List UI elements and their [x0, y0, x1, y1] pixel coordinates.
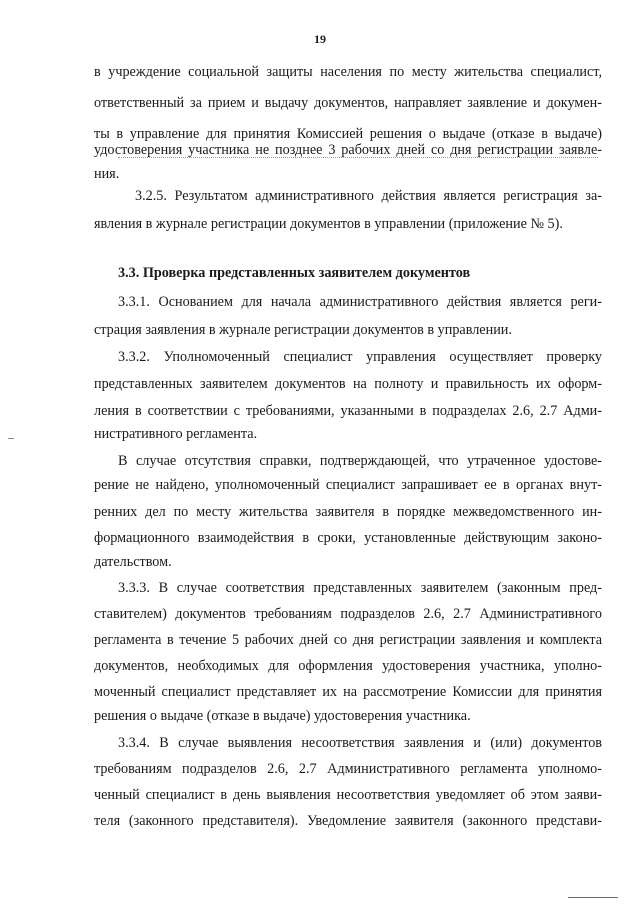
text-line: регламента в течение 5 рабочих дней со дня регистрации заявления и комплекта [94, 632, 602, 648]
text-line: 3.3.3. В случае соответствия представленных заявителем (законным пред- [118, 580, 602, 596]
text-line: удостоверения участника не позднее 3 рабочих дней со дня регистрации заявле- [94, 142, 602, 158]
text-line: нистративного регламента. [94, 426, 258, 442]
text-line: представленных заявителем документов на полноту и правильность их оформ- [94, 376, 602, 392]
text-line: ответственный за прием и выдачу документов, направляет заявление и докумен- [94, 95, 602, 111]
text-line: ты в управление для принятия Комиссией решения о выдаче (отказе в выдаче) [94, 126, 602, 142]
text-line: рение не найдено, уполномоченный специалист запрашивает ее в органах внут- [94, 477, 602, 493]
corner-mark [568, 897, 618, 898]
text-line: дательством. [94, 554, 172, 570]
text-line: в учреждение социальной защиты населения по месту жительства специалист, [94, 64, 602, 80]
text-line: решения о выдаче (отказе в выдаче) удостоверения участника. [94, 708, 471, 724]
text-line: моченный специалист представляет их на рассмотрение Комиссии для принятия [94, 684, 602, 700]
text-line: 3.3.4. В случае выявления несоответствия заявления и (или) документов [118, 735, 602, 751]
text-line: явления в журнале регистрации документов в управлении (приложение № 5). [94, 216, 563, 232]
text-line: 3.3.2. Уполномоченный специалист управления осуществляет проверку [118, 349, 602, 365]
text-line: ренних дел по месту жительства заявителя в порядке межведомственного ин- [94, 504, 602, 520]
text-line: требованиям подразделов 2.6, 2.7 Административного регламента уполномо- [94, 761, 602, 777]
text-line: ления в соответствии с требованиями, указанными в подразделах 2.6, 2.7 Адми- [94, 403, 602, 419]
text-line: ния. [94, 166, 120, 182]
text-line: В случае отсутствия справки, подтверждающей, что утраченное удостове- [118, 453, 602, 469]
text-line: 3.2.5. Результатом административного действия является регистрация за- [135, 188, 602, 204]
page-number: 19 [314, 32, 326, 46]
text-line: ченный специалист в день выявления несоответствия уведомляет об этом заяви- [94, 787, 602, 803]
text-line: документов, необходимых для оформления удостоверения участника, уполно- [94, 658, 602, 674]
text-line: формационного взаимодействия в сроки, установленные действующим законо- [94, 530, 602, 546]
text-line: 3.3.1. Основанием для начала административного действия является реги- [118, 294, 602, 310]
text-line: теля (законного представителя). Уведомление заявителя (законного представи- [94, 813, 602, 829]
text-line: ставителем) документов требованиям подразделов 2.6, 2.7 Административного [94, 606, 602, 622]
section-heading: 3.3. Проверка представленных заявителем документов [118, 265, 471, 281]
margin-mark [8, 438, 14, 439]
text-line: страция заявления в журнале регистрации документов в управлении. [94, 322, 512, 338]
